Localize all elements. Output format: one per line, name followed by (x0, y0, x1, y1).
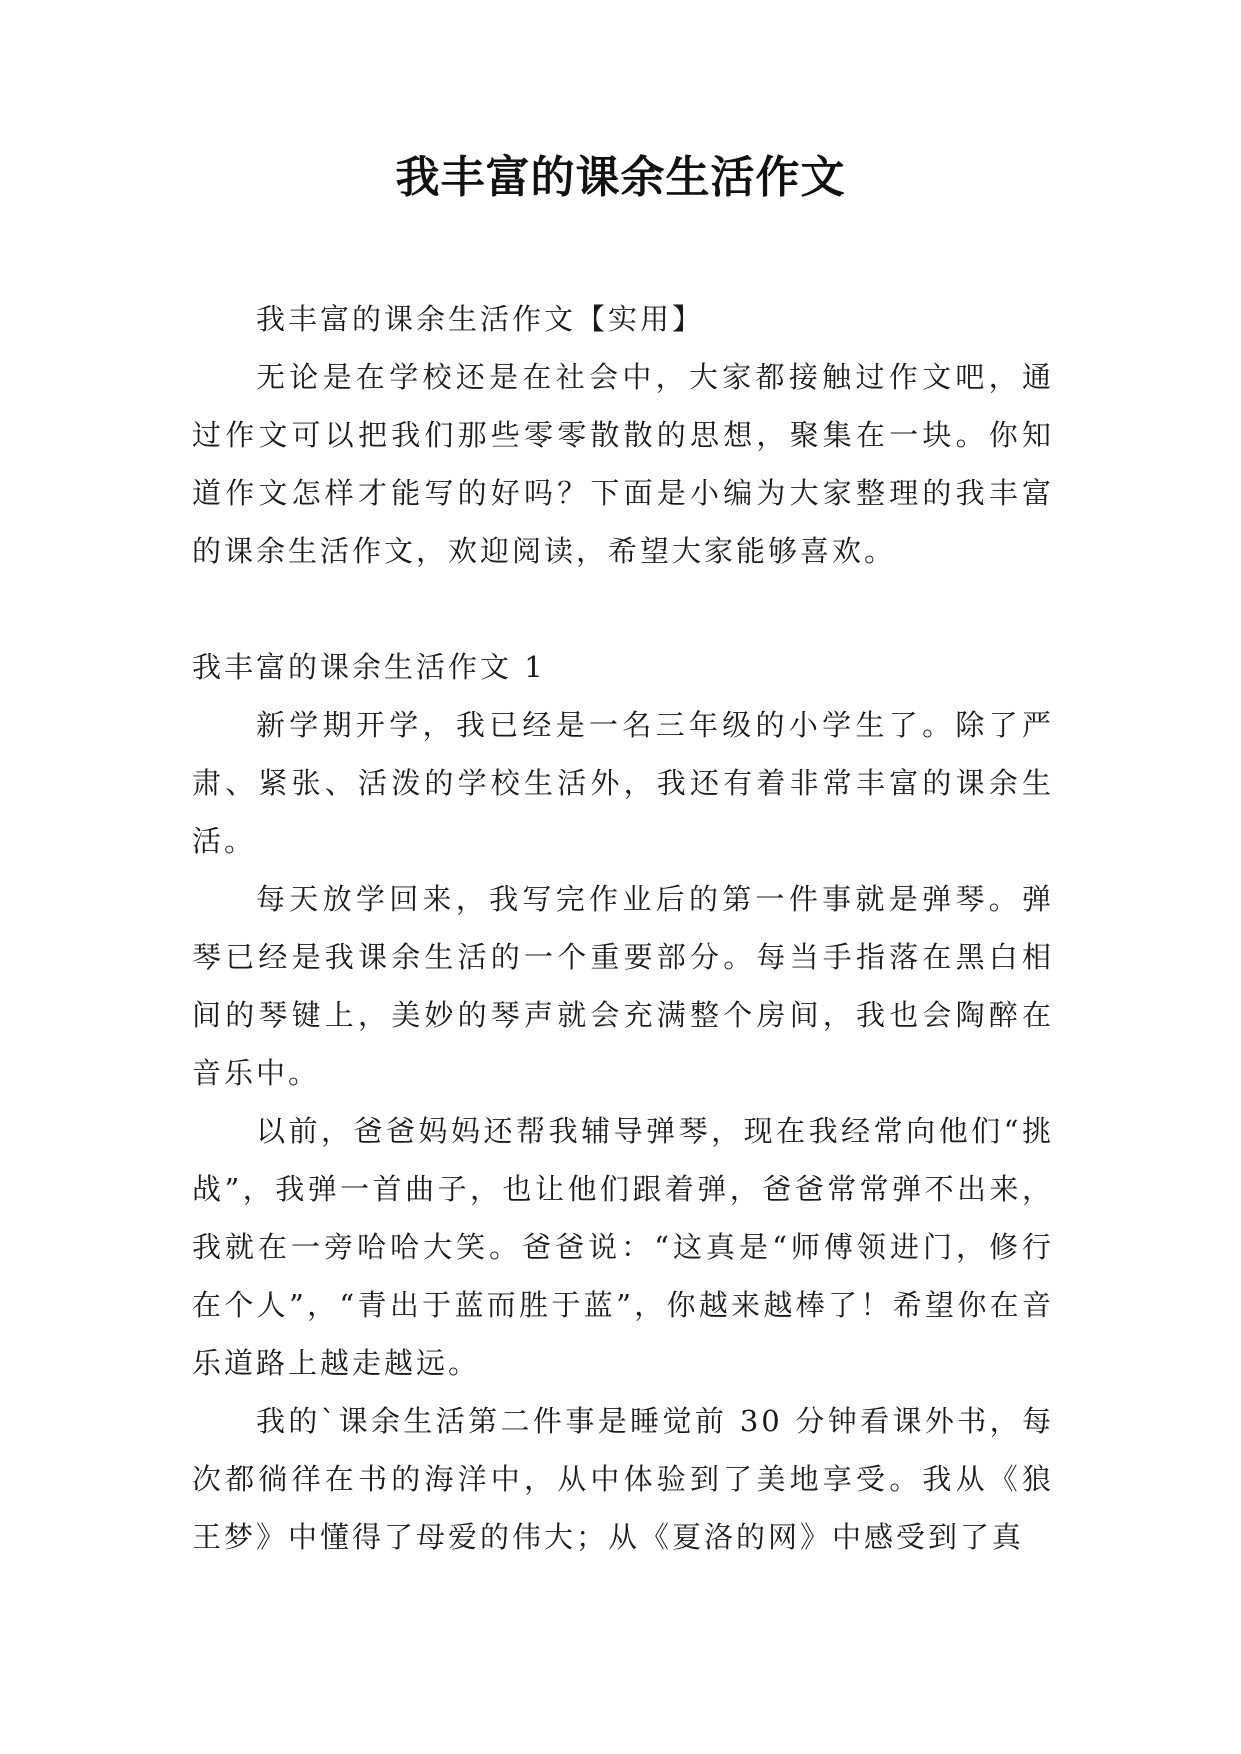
document-title: 我丰富的课余生活作文 (395, 152, 846, 203)
document-body (192, 290, 1054, 1566)
body-paragraph-2: 每天放学回来，我写完作业后的第一件事就是弹琴。弹琴已经是我课余生活的一个重要部分。每当手指落在黑白相间的琴键上，美妙的琴声就会充满整个房间，我也会陶醉在音乐中。 (192, 882, 1054, 1090)
intro-paragraph: 无论是在学校还是在社会中，大家都接触过作文吧，通过作文可以把我们那些零零散散的思想，聚集在一块。你知道作文怎样才能写的好吗？下面是小编为大家整理的我丰富的课余生活作文，欢迎阅读，希望大家能够喜欢。 (192, 360, 1054, 568)
section-heading: 我丰富的课余生活作文 1 (192, 650, 546, 684)
document-subtitle: 我丰富的课余生活作文【实用】 (256, 302, 705, 336)
body-paragraph-3: 以前，爸爸妈妈还帮我辅导弹琴，现在我经常向他们“挑战”，我弹一首曲子，也让他们跟着弹，爸爸常常弹不出来，我就在一旁哈哈大笑。爸爸说：“这真是“师傅领进门，修行在个人”，“青出于蓝而胜于蓝”，你越来越棒了！希望你在音乐道路上越走越远。 (192, 1114, 1054, 1380)
body-paragraph-4: 我的`课余生活第二件事是睡觉前 30 分钟看课外书，每次都徜徉在书的海洋中，从中体验到了美地享受。我从《狼王梦》中懂得了母爱的伟大；从《夏洛的网》中感受到了真 (192, 1404, 1054, 1554)
body-paragraph-1: 新学期开学，我已经是一名三年级的小学生了。除了严肃、紧张、活泼的学校生活外，我还有着非常丰富的课余生活。 (192, 708, 1054, 858)
